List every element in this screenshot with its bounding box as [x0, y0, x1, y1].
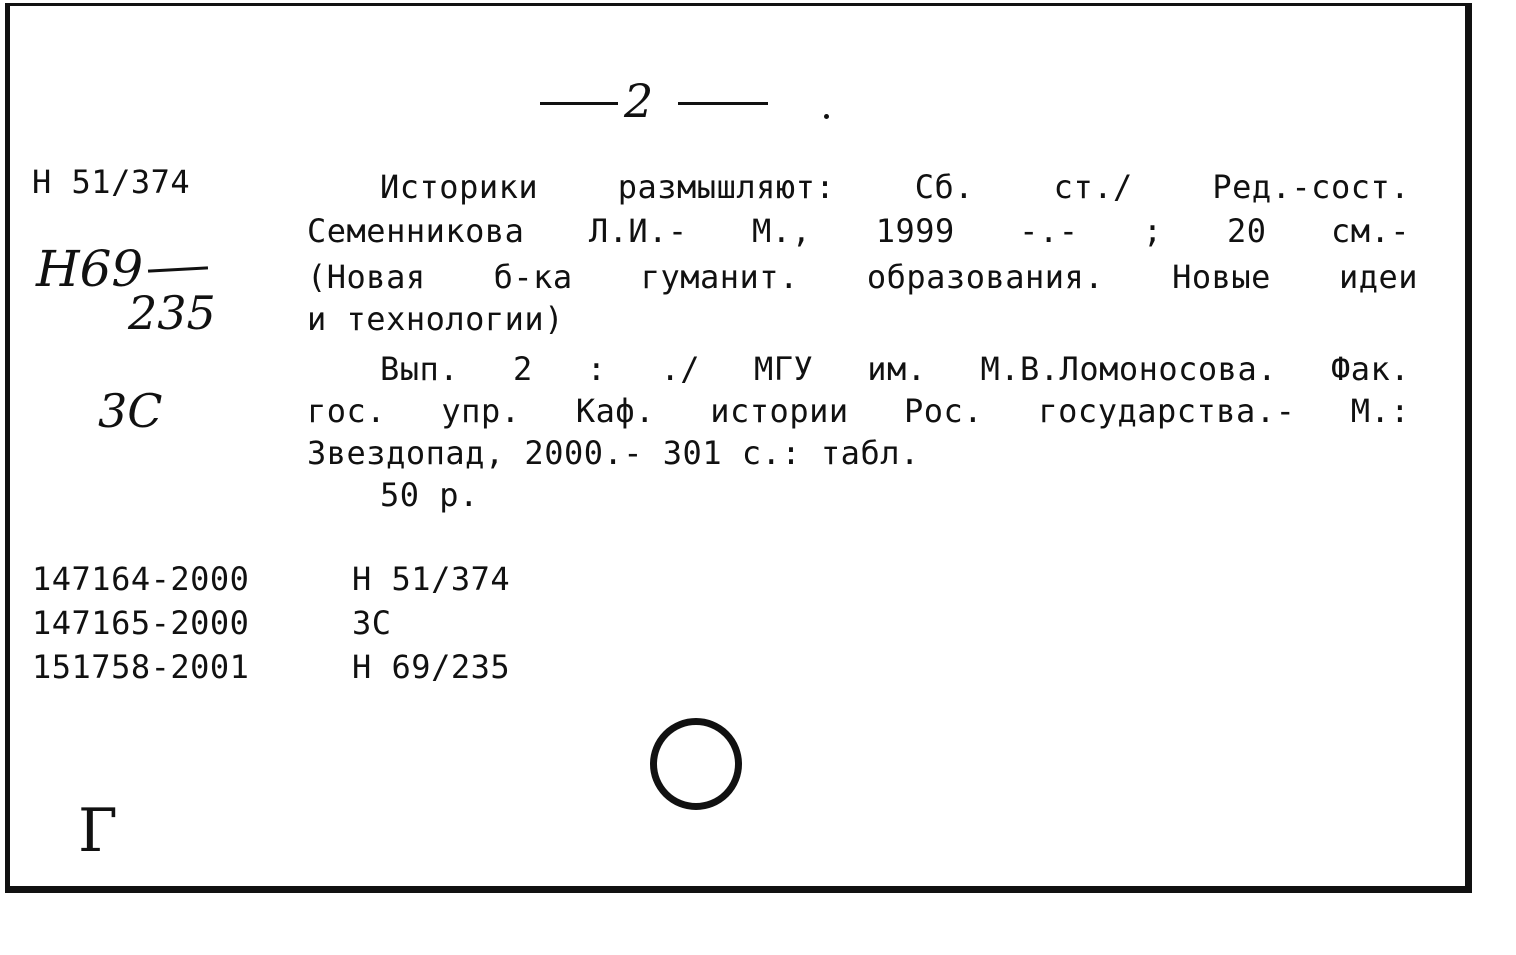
description-line-2: Семенникова Л.И.- М., 1999 -.- ; 20 см.- [307, 212, 1410, 250]
description-line-7: Звездопад, 2000.- 301 с.: табл. [307, 434, 920, 472]
dash-right [678, 102, 768, 105]
description-line-1: Историки размышляют: Сб. ст./ Ред.-сост. [380, 168, 1410, 206]
holding-location-1: Н 51/374 [352, 560, 511, 598]
description-line-6: гос. упр. Каф. истории Рос. государства.- М.: [307, 392, 1410, 430]
holding-location-2: 3С [352, 604, 392, 642]
holding-location-3: Н 69/235 [352, 648, 511, 686]
description-line-4: и технологии) [307, 300, 564, 338]
shelfmark: Н 51/374 [32, 163, 191, 201]
dash-left [540, 102, 618, 105]
holding-inventory-3: 151758-2001 [32, 648, 250, 686]
handwritten-shelfmark-bottom: 235 [128, 286, 216, 340]
handwritten-letter: Г [78, 796, 118, 866]
handwritten-shelfmark [36, 240, 236, 350]
holding-inventory-2: 147165-2000 [32, 604, 250, 642]
price: 50 р. [380, 476, 479, 514]
holding-inventory-1: 147164-2000 [32, 560, 250, 598]
page-number: 2 [624, 74, 654, 128]
handwritten-fraction-line [148, 266, 208, 272]
punch-hole-icon [650, 718, 742, 810]
page-mark [540, 74, 770, 128]
description-line-5: Вып. 2 : ./ МГУ им. М.В.Ломоносова. Фак. [380, 350, 1410, 388]
handwritten-collection: 3С [98, 384, 163, 438]
description-line-3: (Новая б-ка гуманит. образования. Новые идеи [307, 258, 1418, 296]
handwritten-shelfmark-top: Н69 [36, 240, 144, 298]
dot-mark [824, 114, 829, 119]
